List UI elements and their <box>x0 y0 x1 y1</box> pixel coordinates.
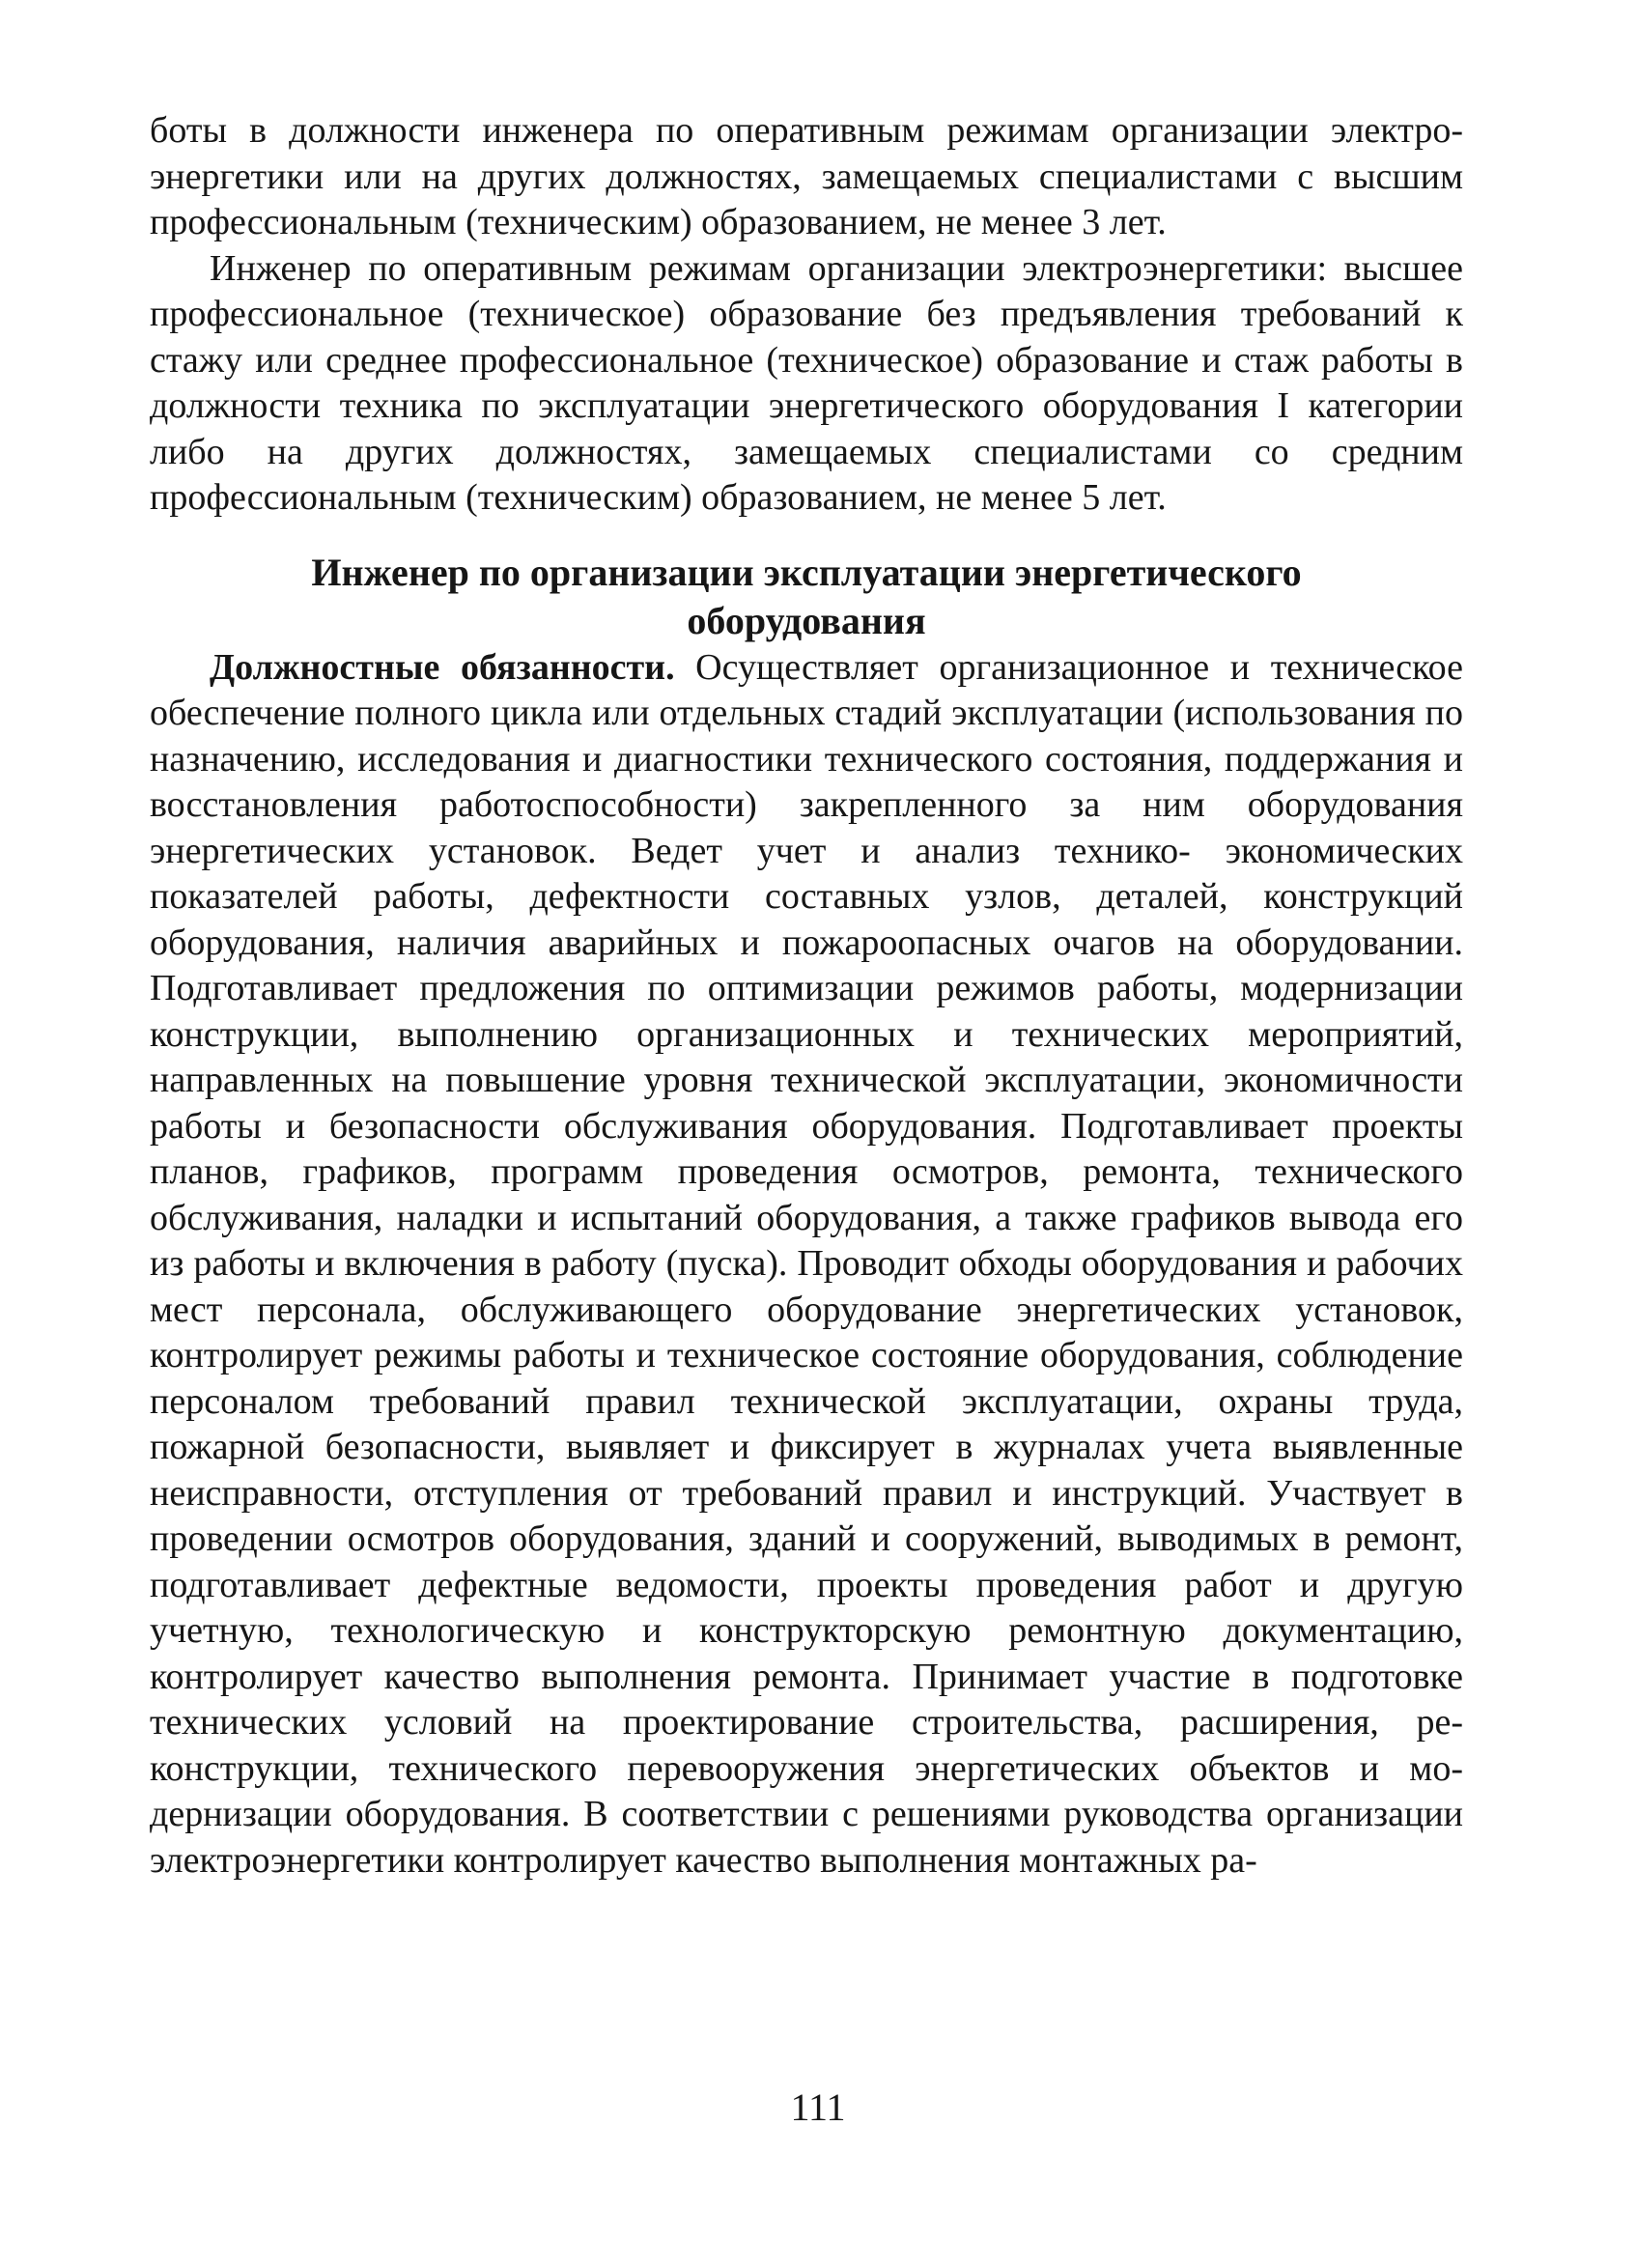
section-heading <box>150 549 1463 645</box>
paragraph-duties <box>150 645 1463 1885</box>
duties-label: Должностные обязанности. <box>210 646 675 688</box>
paragraph-engineer-requirements: Инженер по оперативным режимам организации электроэнергетики: высшее профессиональное (техническое) образование без предъявления требований к стажу или среднее профессиональное (техническое) образование и стаж работы в должности техника по эксплуатации энергетического оборудования I категории либо на других должностях, замещаемых специалистами со средним профессиональным (техническим) образованием, не менее 5 лет. <box>150 247 1463 518</box>
duties-text: Осуществляет организационное и техническое обеспечение полного цикла или отдельных стадий эксплуатации (использования по назначению, исследования и диагностики технического состояния, поддержания и восстановления работоспособности) закрепленного за ним оборудования энергетических установок. Ведет учет и анализ технико- экономических показателей работы, дефектности составных узлов, деталей, конструкций оборудования, наличия аварийных и пожароопасных очагов на оборудовании. Подготавливает предложения по оптимизации режимов работы, модернизации конструкции, выполнению организационных и технических мероприятий, направленных на повышение уровня технической эксплуатации, экономичности работы и безопасности обслуживания оборудования. Подготавливает проекты планов, графиков, программ проведения осмотров, ремонта, технического обслуживания, наладки и испытаний оборудования, а также графиков вывода его из работы и включения в работу (пуска). Проводит обходы оборудования и рабочих мест персонала, обслуживающего оборудование энергетических установок, контролирует режимы работы и техническое состояние оборудования, соблюдение персоналом требований правил технической эксплуатации, охраны труда, пожарной безопасности, выявляет и фиксирует в журналах учета выявленные неисправности, отступления от требований правил и инструкций. Участвует в проведении осмотров оборудования, зданий и сооружений, выводимых в ремонт, подготавливает дефектные ведомости, проекты проведения работ и другую учетную, технологическую и конструкторскую ремонтную документацию, контролирует качество выполнения ремонта. Принимает участие в подготовке технических условий на проектирование строительства, расширения, реконструкции, технического перевооружения энергетических объектов и модернизации оборудования. В соответствии с решениями руководства организации электроэнергетики контролирует качество выполнения монтажных ра- <box>150 646 1463 1881</box>
section-heading-line-1: Инженер по организации эксплуатации энергетического <box>311 550 1302 594</box>
paragraph-continued: боты в должности инженера по оперативным режимам организации электроэнергетики или на других должностях, замещаемых специалистами с высшим профессиональным (техническим) образованием, не менее 3 лет. <box>150 110 1463 242</box>
document-page <box>150 108 1463 1884</box>
page-number: 111 <box>790 2085 846 2129</box>
section-heading-line-2: оборудования <box>687 598 926 642</box>
